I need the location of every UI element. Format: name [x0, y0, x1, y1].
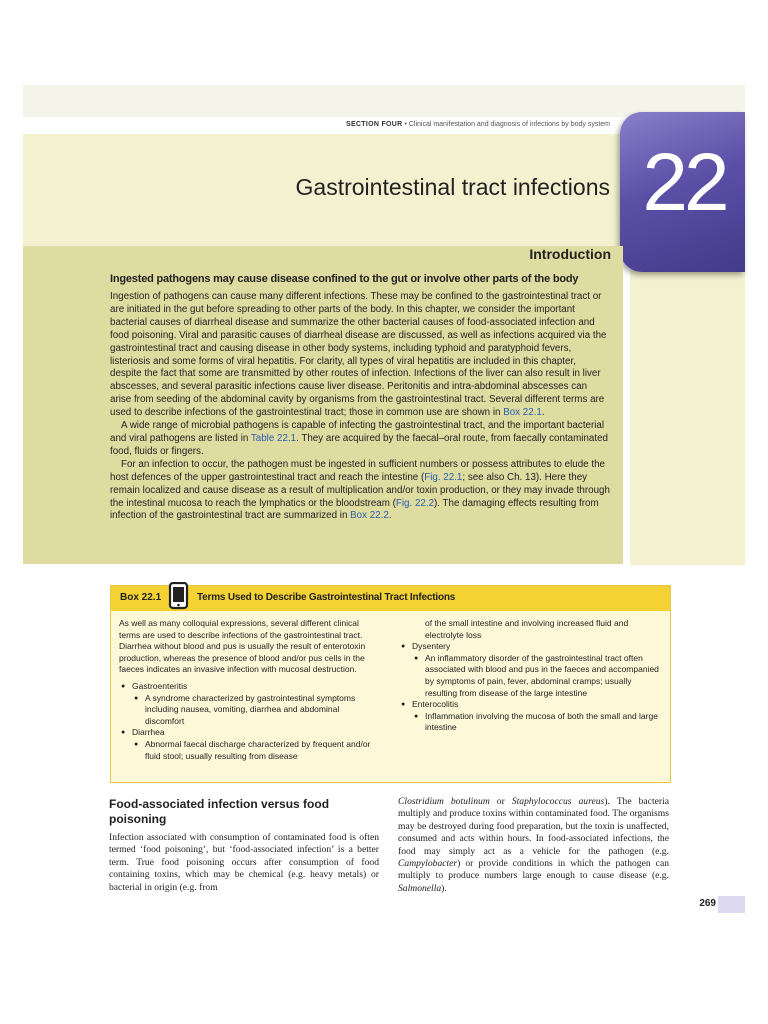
box-22-1-link[interactable]: Box 22.1	[503, 407, 542, 419]
definition-item: ● Inflammation involving the mucosa of both the small and large intestine	[399, 711, 659, 734]
term-item: ● Enterocolitis	[399, 699, 659, 711]
page-number: 269	[699, 898, 716, 909]
definition-item: ● A syndrome characterized by gastrointestinal symptoms including nausea, vomiting, diarrhea and abdominal discomfort	[119, 693, 379, 728]
fig-22-2-link[interactable]: Fig. 22.2	[395, 497, 435, 509]
term-item: ● Gastroenteritis	[119, 681, 379, 693]
box-22-2-link[interactable]: Box 22.2	[350, 510, 389, 522]
tablet-icon	[167, 582, 191, 608]
intro-paragraph-3: For an infection to occur, the pathogen must be ingested in sufficient numbers or possess attributes to elude the host defences of the upper gastrointestinal tract and reach the intestine (Fig. 22.1; see also Ch. 13). Here they remain localized and cause disease as a result of multiplication and/or toxin production, or they may invade through the intestinal mucosa to reach the lymphatics or the bloodstream (Fig. 22.2). The damaging effects resulting from infection of the gastrointestinal tract are summarized in Box 22.2.	[110, 458, 610, 522]
box-22-1	[110, 585, 671, 783]
page-number-tab	[718, 896, 745, 913]
definition-item: ● Abnormal faecal discharge characterized by frequent and/or fluid stool; usually resulting from disease	[119, 739, 379, 762]
intro-paragraph-1: Ingestion of pathogens can cause many different infections. These may be confined to the gastrointestinal tract or are initiated in the gut before spreading to other parts of the body. In this chapter, we consider the important bacterial causes of diarrheal disease and summarize the other bacterial causes of food-associated infection and food poisoning. Viral and parasitic causes of diarrheal disease are discussed, as well as infections acquired via the gastrointestinal tract and causing disease in other body systems, including typhoid and paratyphoid fevers, listeriosis and some forms of viral hepatitis. For clarity, all types of viral hepatitis are included in this chapter, despite the fact that some are transmitted by other routes of infection. Infections of the liver can also result in liver abscesses, and several parasitic infections cause liver disease. Peritonitis and intra-abdominal abscesses can arise from seeding of the abdominal cavity by organisms from the gastrointestinal tract. Several different terms are used to describe infections of the gastrointestinal tract; those in common use are shown in Box 22.1.	[110, 291, 607, 419]
introduction-subheading: Ingested pathogens may cause disease confined to the gut or involve other parts of the body	[110, 273, 579, 285]
section-body-column-1: Infection associated with consumption of contaminated food is often termed ‘food poisoning’, but ‘food-associated infection’ is a better term. True food poisoning occurs after consumption of food containing toxins, which may be chemical (e.g. heavy metals) or bacterial in origin (e.g. from	[109, 832, 379, 893]
box-column-1	[119, 618, 379, 762]
box-column-2	[399, 618, 659, 734]
chapter-title: Gastrointestinal tract infections	[295, 174, 610, 200]
running-header: SECTION FOUR • Clinical manifestation and diagnosis of infections by body system	[345, 121, 610, 128]
table-22-1-link[interactable]: Table 22.1	[250, 432, 297, 444]
intro-paragraph-2: A wide range of microbial pathogens is capable of infecting the gastrointestinal tract, and the important bacterial and viral pathogens are listed in Table 22.1. They are acquired by the faecal–oral route, from faecally contaminated food, fluids or fingers.	[110, 420, 608, 457]
definition-continued: of the small intestine and involving increased fluid and electrolyte loss	[425, 618, 629, 640]
box-title: Terms Used to Describe Gastrointestinal Tract Infections	[197, 592, 456, 603]
box-label: Box 22.1	[120, 592, 162, 603]
section-body-column-2: Clostridium botulinum or Staphylococcus aureus). The bacteria multiply and produce toxins within contaminated food. The organisms may be destroyed during food preparation, but the toxin is unaffected, consumed and acts within hours. In food-associated infections, the food may simply act as a vehicle for the pathogen (e.g. Campylobacter) or provide conditions in which the pathogen can multiply to produce numbers large enough to cause disease (e.g. Salmonella).	[398, 796, 669, 894]
introduction-heading: Introduction	[529, 246, 611, 262]
section-heading: Food-associated infection versus food poisoning	[109, 797, 330, 826]
definition-item: ● An inflammatory disorder of the gastrointestinal tract often associated with blood and pus in the faeces and accompanied by symptoms of pain, fever, abdominal cramps; usually resulting from disease of the large intestine	[399, 653, 659, 699]
right-strip	[630, 250, 745, 565]
box-header	[111, 586, 670, 611]
term-item: ● Dysentery	[399, 641, 659, 653]
section-title: Clinical manifestation and diagnosis of infections by body system	[408, 121, 610, 128]
fig-22-1-link[interactable]: Fig. 22.1	[424, 471, 463, 483]
section-label: SECTION FOUR	[345, 121, 403, 128]
term-item: ● Diarrhea	[119, 727, 379, 739]
chapter-number: 22	[642, 137, 726, 228]
introduction-body	[110, 291, 610, 523]
box-intro: As well as many colloquial expressions, several different clinical terms are used to describe infections of the gastrointestinal tract. Diarrhea without blood and pus is usually the result of enterotoxin production, whereas the presence of blood and/or pus cells in the faeces indicates an invasive infection with mucosal destruction.	[119, 618, 366, 675]
